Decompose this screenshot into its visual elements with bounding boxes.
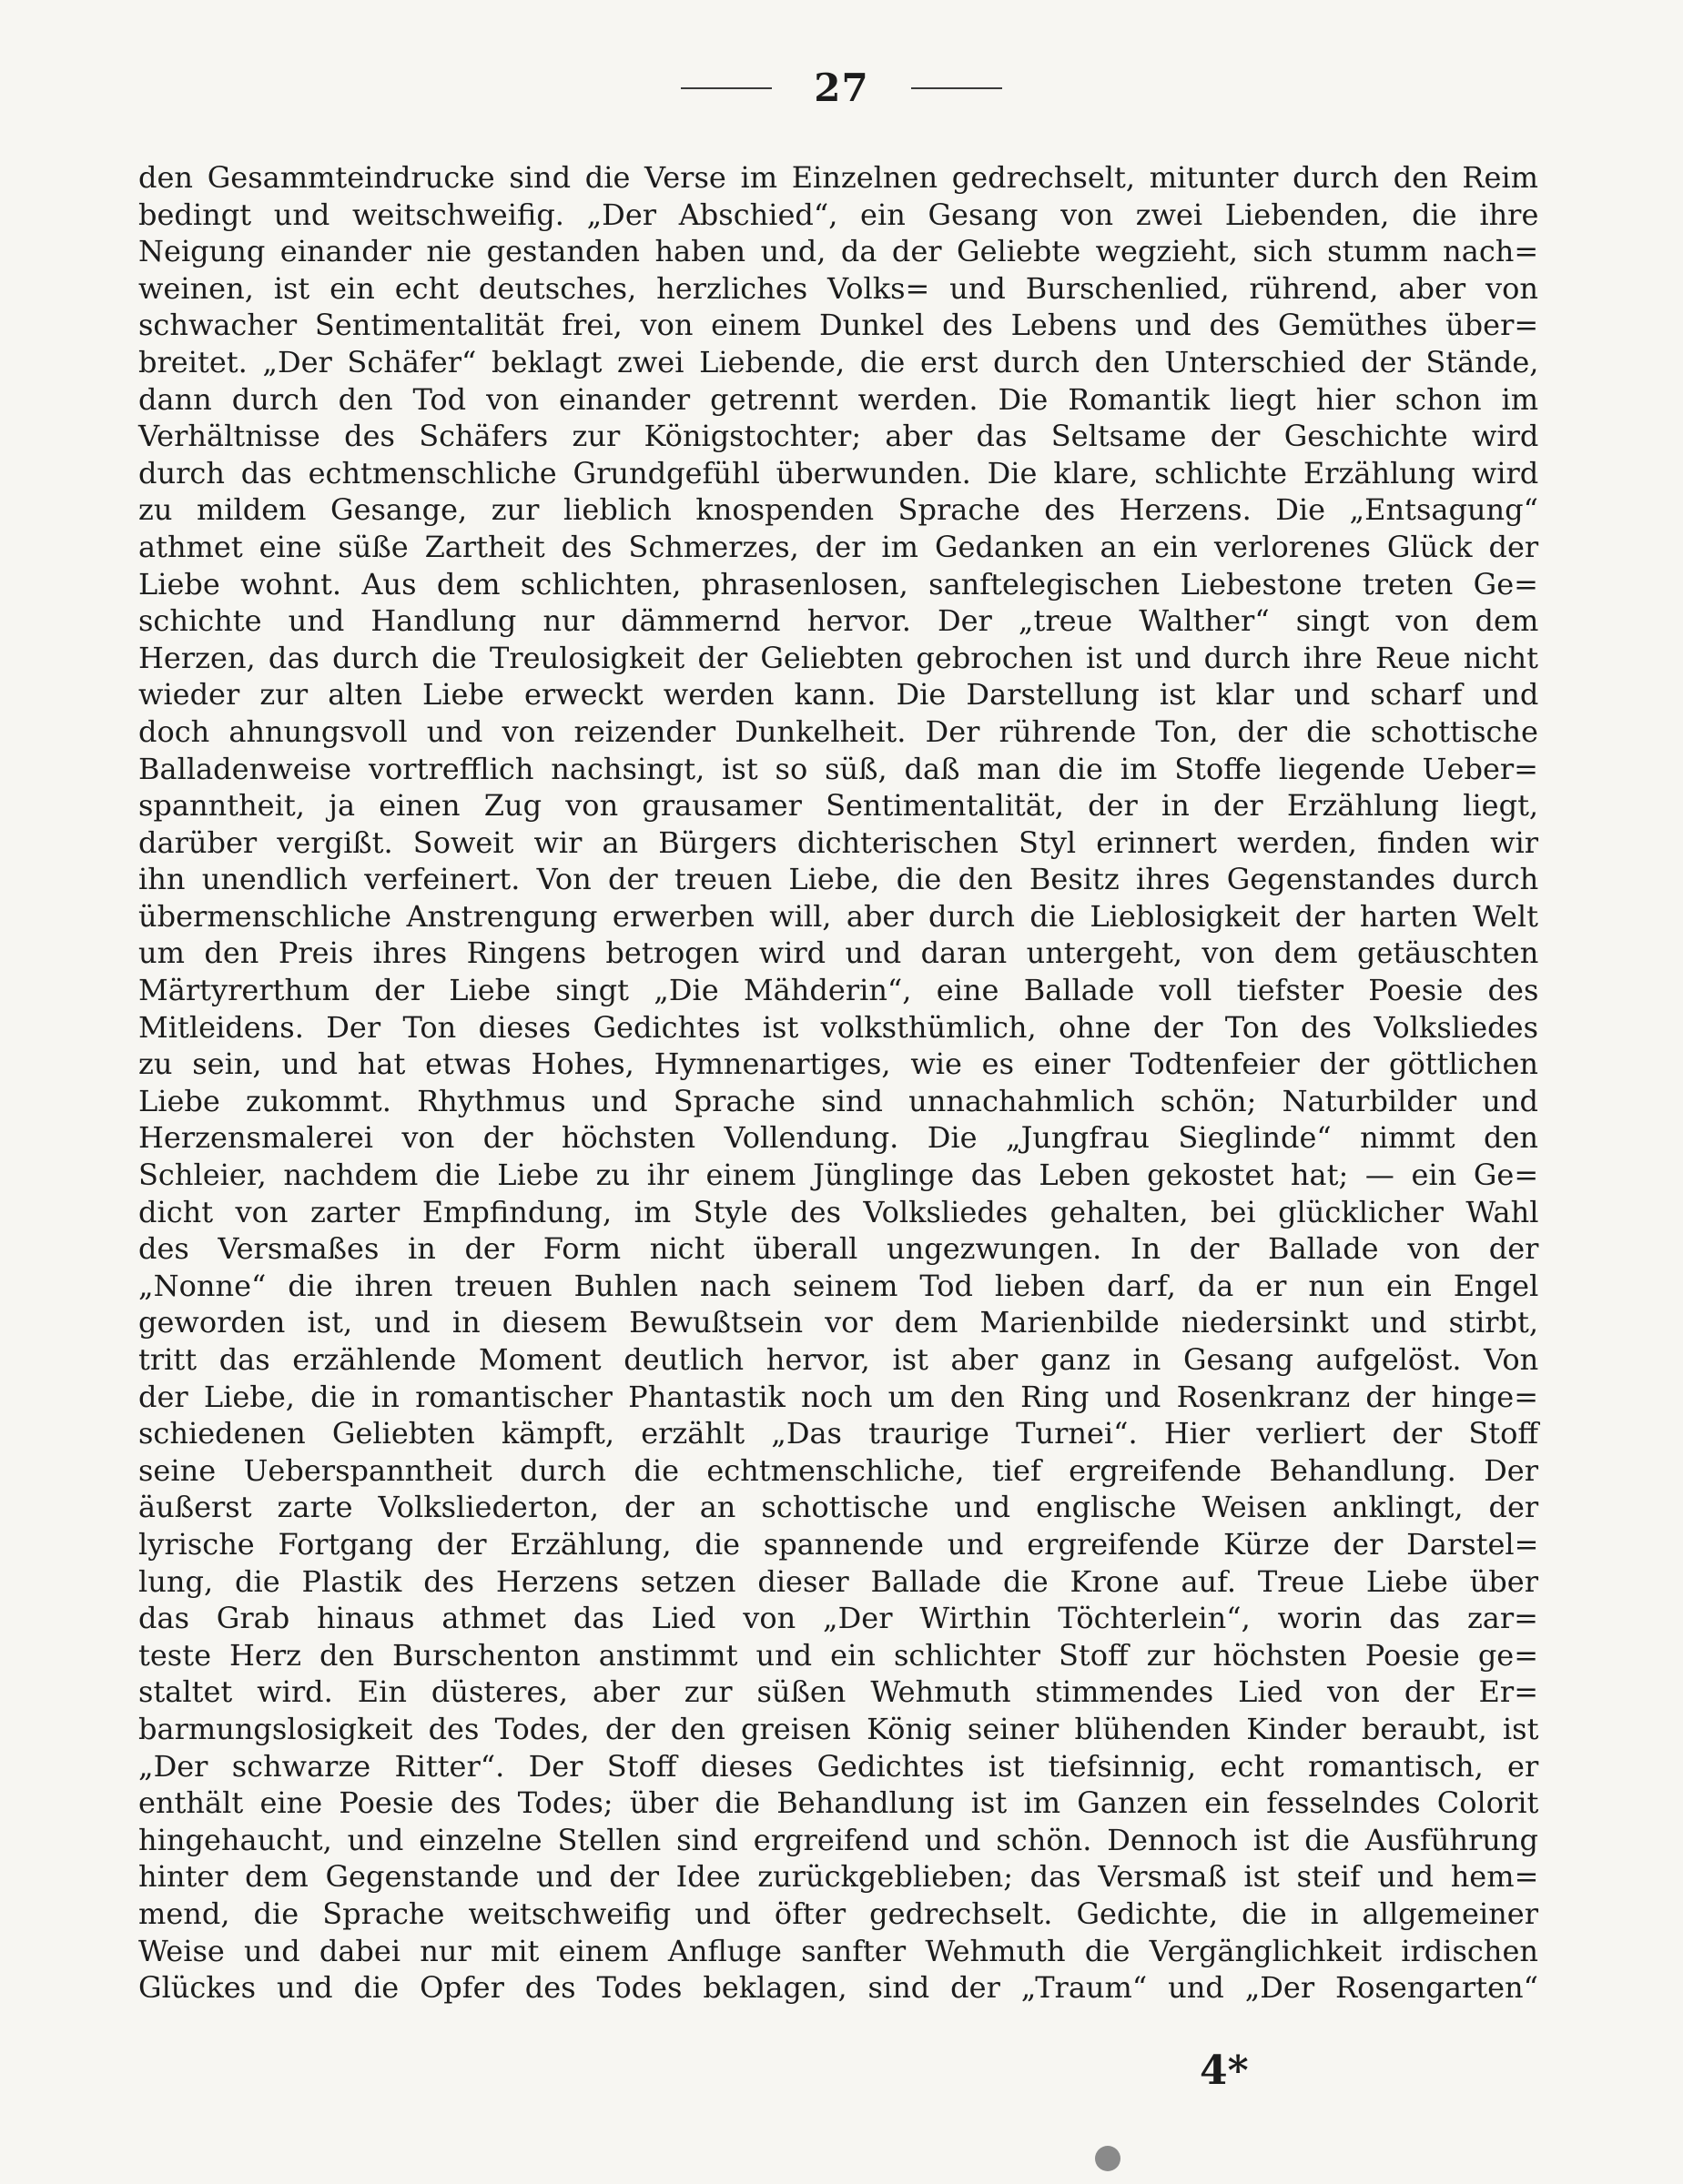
text-line: durch das echtmenschliche Grundgefühl überwunden. Die klare, schlichte Erzählung wird [138, 455, 1539, 490]
text-line: Liebe wohnt. Aus dem schlichten, phrasenlosen, sanftelegischen Liebestone treten Ge= [138, 566, 1538, 602]
text-line: Mitleidens. Der Ton dieses Gedichtes ist volksthümlich, ohne der Ton des Volksliedes [138, 1009, 1538, 1045]
text-line: „Der schwarze Ritter“. Der Stoff dieses Gedichtes ist tiefsinnig, echt romantisch, er [138, 1748, 1539, 1784]
text-line: schwacher Sentimentalität frei, von einem Dunkel des Lebens und des Gemüthes über= [138, 308, 1539, 343]
text-line: geworden ist, und in diesem Bewußtsein vor dem Marienbilde niedersinkt und stirbt, [138, 1305, 1538, 1340]
signature-mark: 4* [1200, 2048, 1249, 2094]
text-line: staltet wird. Ein düsteres, aber zur süßen Wehmuth stimmendes Lied von der Er= [138, 1674, 1538, 1710]
text-line: mend, die Sprache weitschweifig und öfter gedrechselt. Gedichte, die in allgemeiner [138, 1896, 1538, 1931]
text-line: den Gesammteindrucke sind die Verse im Einzelnen gedrechselt, mitunter durch den Reim [138, 160, 1538, 195]
text-line: „Nonne“ die ihren treuen Buhlen nach seinem Tod lieben darf, da er nun ein Engel [138, 1268, 1539, 1303]
text-line: seine Ueberspanntheit durch die echtmenschliche, tief ergreifende Behandlung. Der [138, 1452, 1538, 1488]
text-line: Weise und dabei nur mit einem Anfluge sanfter Wehmuth die Vergänglichkeit irdischen [138, 1933, 1538, 1968]
text-line: hinter dem Gegenstande und der Idee zurückgeblieben; das Versmaß ist steif und hem= [138, 1859, 1539, 1895]
text-line: ihn unendlich verfeinert. Von der treuen Liebe, die den Besitz ihres Gegenstandes durch [138, 862, 1539, 897]
text-line: zu sein, und hat etwas Hohes, Hymnenartiges, wie es einer Todtenfeier der göttlichen [138, 1046, 1539, 1082]
text-line: tritt das erzählende Moment deutlich hervor, ist aber ganz in Gesang aufgelöst. Von [138, 1342, 1539, 1377]
text-line: um den Preis ihres Ringens betrogen wird und daran untergeht, von dem getäuschten [138, 935, 1539, 971]
text-line: bedingt und weitschweifig. „Der Abschied“, ein Gesang von zwei Liebenden, die ihre [138, 197, 1539, 232]
text-line: Herzensmalerei von der höchsten Vollendung. Die „Jungfrau Sieglinde“ nimmt den [138, 1120, 1538, 1156]
text-line: schiedenen Geliebten kämpft, erzählt „Das traurige Turnei“. Hier verliert der Stoff [138, 1416, 1539, 1451]
text-line: schichte und Handlung nur dämmernd hervor. Der „treue Walther“ singt von dem [138, 603, 1539, 639]
text-line: weinen, ist ein echt deutsches, herzliches Volks= und Burschenlied, rührend, aber von [138, 270, 1538, 306]
text-line: Schleier, nachdem die Liebe zu ihr einem Jünglinge das Leben gekostet hat; — ein Ge= [138, 1158, 1539, 1193]
text-line: teste Herz den Burschenton anstimmt und ein schlichter Stoff zur höchsten Poesie ge= [138, 1637, 1539, 1673]
text-line: wieder zur alten Liebe erweckt werden kann. Die Darstellung ist klar und scharf und [138, 677, 1539, 713]
text-line: übermenschliche Anstrengung erwerben will, aber durch die Lieblosigkeit der harten Welt [138, 898, 1538, 934]
text-line: dicht von zarter Empfindung, im Style des Volksliedes gehalten, bei glücklicher Wahl [138, 1194, 1539, 1229]
text-line: Neigung einander nie gestanden haben und, da der Geliebte wegzieht, sich stumm nach= [138, 234, 1539, 269]
text-line: darüber vergißt. Soweit wir an Bürgers dichterischen Styl erinnert werden, finden wir [138, 824, 1538, 860]
printing-dot [1095, 2146, 1120, 2171]
text-line: doch ahnungsvoll und von reizender Dunkelheit. Der rührende Ton, der die schottische [138, 713, 1538, 749]
page-number: 27 [814, 66, 869, 110]
text-line: zu mildem Gesange, zur lieblich knospenden Sprache des Herzens. Die „Entsagung“ [138, 492, 1538, 528]
text-line: spanntheit, ja einen Zug von grausamer Sentimentalität, der in der Erzählung liegt, [138, 788, 1539, 824]
text-line: dann durch den Tod von einander getrennt werden. Die Romantik liegt hier schon im [138, 381, 1539, 417]
text-line: Herzen, das durch die Treulosigkeit der Geliebten gebrochen ist und durch ihre Reue nicht [138, 640, 1538, 675]
page-header [0, 66, 1683, 110]
header-rule-left [681, 87, 772, 89]
text-line: des Versmaßes in der Form nicht überall ungezwungen. In der Ballade von der [138, 1231, 1539, 1267]
text-line: enthält eine Poesie des Todes; über die Behandlung ist im Ganzen ein fesselndes Colorit [138, 1785, 1539, 1821]
body-text [138, 159, 1538, 2007]
text-line: Liebe zukommt. Rhythmus und Sprache sind unnachahmlich schön; Naturbilder und [138, 1083, 1538, 1118]
text-line: lyrische Fortgang der Erzählung, die spannende und ergreifende Kürze der Darstel= [138, 1526, 1539, 1562]
text-line: Verhältnisse des Schäfers zur Königstochter; aber das Seltsame der Geschichte wird [138, 419, 1539, 454]
header-rule-right [911, 87, 1002, 89]
text-line: Glückes und die Opfer des Todes beklagen, sind der „Traum“ und „Der Rosengarten“ [138, 1970, 1538, 2006]
text-line: Balladenweise vortrefflich nachsingt, ist so süß, daß man die im Stoffe liegende Ueber= [138, 751, 1538, 786]
text-line: breitet. „Der Schäfer“ beklagt zwei Liebende, die erst durch den Unterschied der Stände, [138, 344, 1539, 379]
text-line: barmungslosigkeit des Todes, der den greisen König seiner blühenden Kinder beraubt, ist [138, 1711, 1539, 1746]
text-line: äußerst zarte Volksliederton, der an schottische und englische Weisen anklingt, der [138, 1490, 1539, 1525]
text-line: athmet eine süße Zartheit des Schmerzes, der im Gedanken an ein verlorenes Glück der [138, 529, 1539, 564]
text-line: der Liebe, die in romantischer Phantastik noch um den Ring und Rosenkranz der hinge= [138, 1379, 1538, 1414]
text-line: Märtyrerthum der Liebe singt „Die Mähderin“, eine Ballade voll tiefster Poesie des [138, 973, 1539, 1008]
text-line: lung, die Plastik des Herzens setzen dieser Ballade die Krone auf. Treue Liebe über [138, 1563, 1538, 1599]
text-line: das Grab hinaus athmet das Lied von „Der Wirthin Töchterlein“, worin das zar= [138, 1601, 1538, 1636]
text-line: hingehaucht, und einzelne Stellen sind ergreifend und schön. Dennoch ist die Ausführung [138, 1822, 1538, 1857]
